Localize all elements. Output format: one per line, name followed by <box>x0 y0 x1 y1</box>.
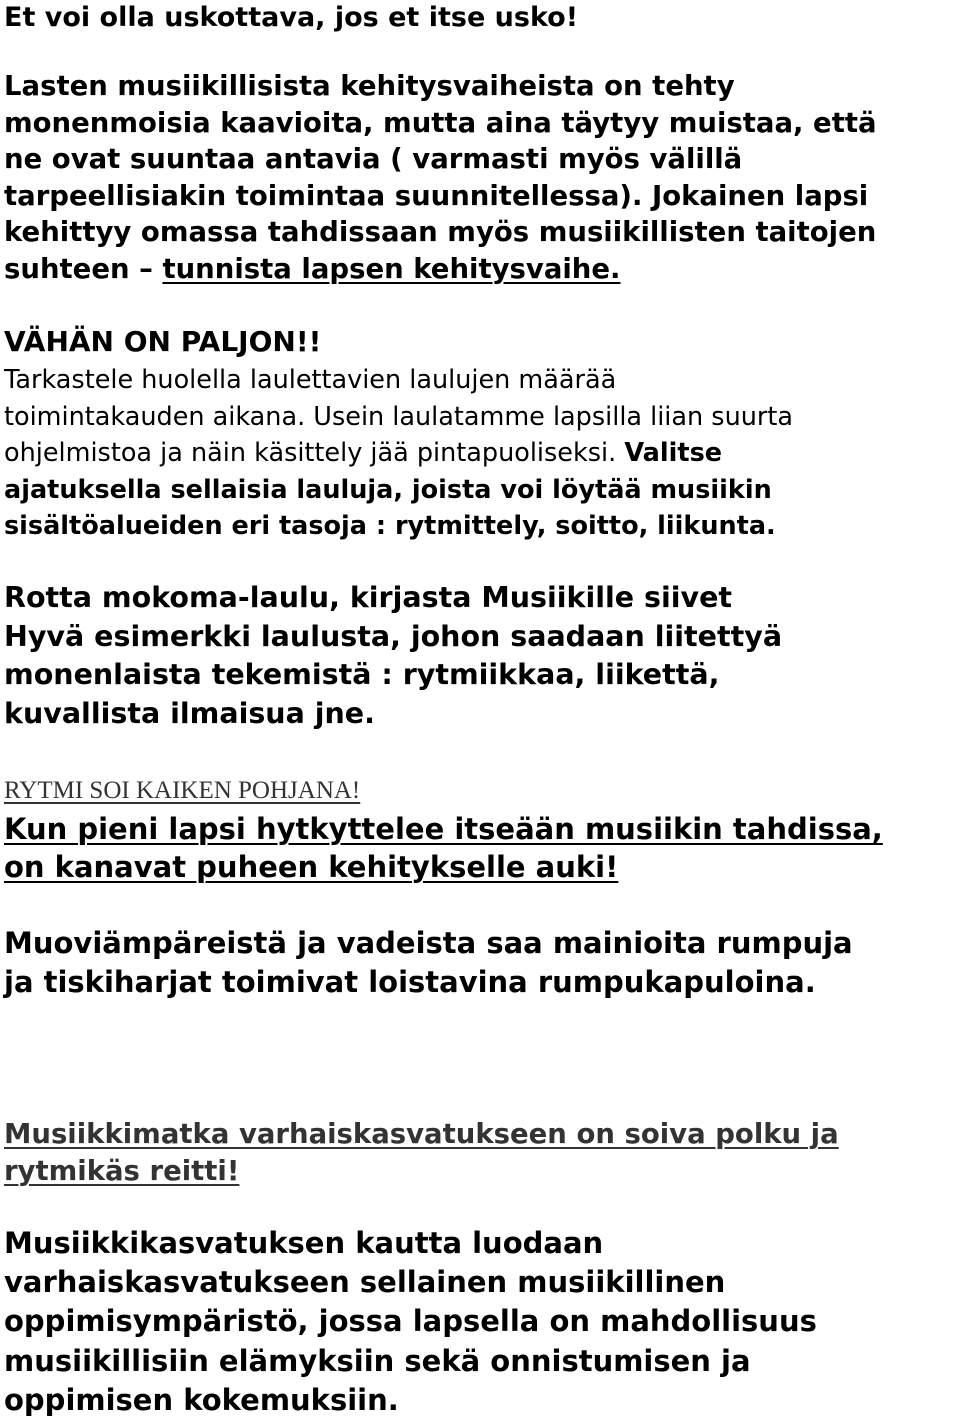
line-text: ohjelmistoa ja näin käsittely jää pintapuoliseksi. <box>4 438 625 469</box>
paragraph-line: Hyvä esimerkki laulusta, johon saadaan liitettyä <box>4 619 783 653</box>
music-education-paragraph <box>4 1224 817 1420</box>
paragraph-line: oppimisympäristö, jossa lapsella on mahdollisuus <box>4 1304 817 1339</box>
music-journey-link-block[interactable] <box>4 1116 839 1190</box>
emphasis-text: Valitse <box>624 438 723 469</box>
paragraph-line: toimintakauden aikana. Usein laulatamme lapsilla liian suurta <box>4 401 794 432</box>
music-journey-link[interactable]: rytmikäs reitti! <box>4 1155 240 1187</box>
rotta-paragraph <box>4 579 782 733</box>
development-stage-link[interactable]: tunnista lapsen kehitysvaihe. <box>162 252 621 285</box>
paragraph-line: kehittyy omassa tahdissaan myös musiikillisten taitojen <box>4 216 877 248</box>
paragraph-line: kuvallista ilmaisua jne. <box>4 696 375 730</box>
paragraph-line: musiikillisiin elämyksiin sekä onnistumisen ja <box>4 1343 751 1378</box>
drums-paragraph <box>4 924 853 1001</box>
underlined-line: Kun pieni lapsi hytkyttelee itseään musiikin tahdissa, <box>4 812 883 846</box>
paragraph-line: tarpeellisiakin toimintaa suunnitellessa). Jokainen lapsi <box>4 179 869 212</box>
songs-paragraph <box>4 362 793 545</box>
paragraph-line: varhaiskasvatukseen sellainen musiikillinen <box>4 1265 726 1300</box>
paragraph-line: monenlaista tekemistä : rytmiikkaa, liikettä, <box>4 658 720 692</box>
line-text: suhteen – <box>4 252 163 285</box>
music-journey-link[interactable]: Musiikkimatka varhaiskasvatukseen on soiva polku ja <box>4 1118 839 1150</box>
paragraph-line: ajatuksella sellaisia lauluja, joista voi löytää musiikin <box>4 474 772 505</box>
rytmi-heading-link[interactable]: RYTMI SOI KAIKEN POHJANA! <box>4 777 361 804</box>
paragraph-line: Tarkastele huolella laulettavien laulujen määrää <box>4 365 617 395</box>
paragraph-line: sisältöalueiden eri tasoja : rytmittely, soitto, liikunta. <box>4 511 776 542</box>
section-heading-vahan: VÄHÄN ON PALJON!! <box>4 325 322 358</box>
paragraph-line <box>4 435 793 472</box>
intro-paragraph <box>4 68 877 287</box>
paragraph-line: oppimisen kokemuksiin. <box>4 1382 399 1417</box>
paragraph-line: Musiikkikasvatuksen kautta luodaan <box>4 1226 604 1260</box>
paragraph-line: monenmoisia kaavioita, mutta aina täytyy muistaa, että <box>4 106 877 139</box>
paragraph-line: Muoviämpäreistä ja vadeista saa mainioita rumpuja <box>4 926 853 960</box>
paragraph-line: ne ovat suuntaa antavia ( varmasti myös välillä <box>4 143 743 175</box>
underlined-line: on kanavat puheen kehitykselle auki! <box>4 850 619 884</box>
paragraph-line: Rotta mokoma-laulu, kirjasta Musiikille siivet <box>4 581 733 614</box>
rhythm-paragraph <box>4 810 883 886</box>
paragraph-line: Lasten musiikillisista kehitysvaiheista on tehty <box>4 70 735 102</box>
paragraph-line: ja tiskiharjat toimivat loistavina rumpukapuloina. <box>4 964 816 999</box>
page-heading: Et voi olla uskottava, jos et itse usko! <box>4 2 579 33</box>
paragraph-line-with-link <box>4 251 877 288</box>
